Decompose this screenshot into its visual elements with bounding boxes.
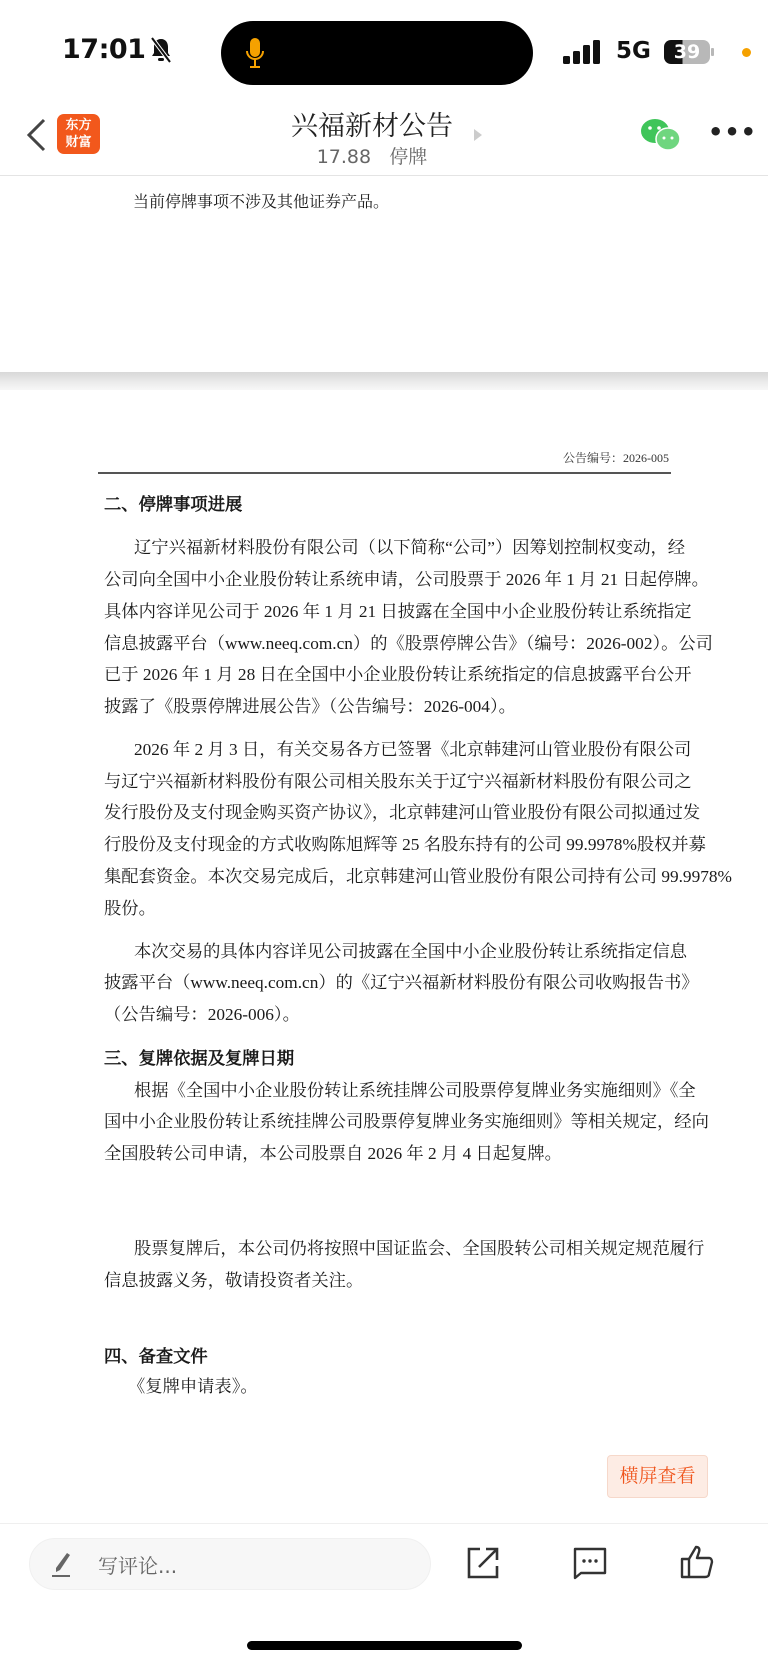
header-rule bbox=[98, 472, 671, 474]
privacy-dot bbox=[742, 48, 751, 57]
section-heading: 二、停牌事项进展 bbox=[104, 495, 243, 514]
doc-line: 2026 年 2 月 3 日，有关交易各方已签署《北京韩建河山管业股份有限公司 bbox=[134, 740, 692, 759]
doc-line: 根据《全国中小企业股份转让系统挂牌公司股票停复牌业务实施细则》《全 bbox=[134, 1081, 696, 1100]
microphone-icon bbox=[244, 36, 266, 70]
more-icon[interactable]: ••• bbox=[708, 118, 758, 146]
nav-divider bbox=[0, 175, 768, 176]
doc-line: 发行股份及支付现金购买资产协议》，北京韩建河山管业股份有限公司拟通过发 bbox=[104, 803, 701, 822]
page-separator bbox=[0, 372, 768, 390]
home-indicator[interactable] bbox=[247, 1641, 522, 1650]
logo-line: 财富 bbox=[65, 135, 92, 150]
section-heading: 四、备查文件 bbox=[104, 1347, 208, 1366]
signal-icon bbox=[563, 40, 603, 64]
doc-line: 股票复牌后，本公司仍将按照中国证监会、全国股转公司相关规定规范履行 bbox=[134, 1239, 705, 1258]
doc-line: 集配套资金。本次交易完成后，北京韩建河山管业股份有限公司持有公司 99.9978% bbox=[104, 867, 732, 886]
expand-triangle-icon[interactable] bbox=[473, 128, 483, 142]
network-type: 5G bbox=[616, 38, 651, 64]
bottom-divider bbox=[0, 1523, 768, 1524]
stock-quote[interactable] bbox=[0, 142, 744, 169]
status-time: 17:01 bbox=[62, 34, 146, 65]
page-title: 兴福新材公告 bbox=[291, 111, 453, 142]
doc-line: 信息披露义务，敬请投资者关注。 bbox=[104, 1271, 364, 1290]
pencil-icon bbox=[50, 1551, 74, 1579]
doc-line: 与辽宁兴福新材料股份有限公司相关股东关于辽宁兴福新材料股份有限公司之 bbox=[104, 772, 692, 791]
doc-line: 《复牌申请表》。 bbox=[128, 1377, 258, 1396]
announcement-number: 公告编号：2026-005 bbox=[563, 451, 669, 465]
landscape-view-button[interactable]: 横屏查看 bbox=[607, 1455, 708, 1498]
doc-line: 全国股转公司申请，本公司股票自 2026 年 2 月 4 日起复牌。 bbox=[104, 1144, 562, 1163]
doc-line: 股份。 bbox=[104, 899, 156, 918]
doc-line: 公司向全国中小企业股份转让系统申请，公司股票于 2026 年 1 月 21 日起停牌。 bbox=[104, 570, 709, 589]
like-icon[interactable] bbox=[679, 1544, 715, 1580]
dynamic-island bbox=[221, 21, 533, 85]
stock-price: 17.88 bbox=[316, 146, 372, 168]
stock-status: 停牌 bbox=[389, 146, 428, 168]
doc-line: 披露了《股票停牌进展公告》（公告编号：2026-004）。 bbox=[104, 697, 516, 716]
doc-line: 披露平台（www.neeq.com.cn）的《辽宁兴福新材料股份有限公司收购报告书》 bbox=[104, 973, 699, 992]
battery-icon: 39 bbox=[664, 40, 710, 64]
wechat-share-icon[interactable] bbox=[640, 118, 682, 152]
page1-text: 当前停牌事项不涉及其他证券产品。 bbox=[133, 194, 390, 211]
doc-line: （公告编号：2026-006）。 bbox=[104, 1005, 300, 1024]
doc-line: 具体内容详见公司于 2026 年 1 月 21 日披露在全国中小企业股份转让系统指定 bbox=[104, 602, 692, 621]
battery-tip bbox=[711, 48, 714, 56]
doc-line: 国中小企业股份转让系统挂牌公司股票停复牌业务实施细则》等相关规定，经向 bbox=[104, 1112, 709, 1131]
comment-placeholder[interactable]: 写评论... bbox=[98, 1554, 178, 1578]
bell-muted-icon bbox=[149, 36, 173, 64]
section-heading: 三、复牌依据及复牌日期 bbox=[104, 1049, 295, 1068]
doc-line: 本次交易的具体内容详见公司披露在全国中小企业股份转让系统指定信息 bbox=[134, 942, 688, 961]
doc-line: 已于 2026 年 1 月 28 日在全国中小企业股份转让系统指定的信息披露平台公开 bbox=[104, 665, 692, 684]
doc-line: 行股份及支付现金的方式收购陈旭辉等 25 名股东持有的公司 99.9978%股权并募 bbox=[104, 835, 706, 854]
comment-icon[interactable] bbox=[573, 1546, 607, 1580]
doc-line: 信息披露平台（www.neeq.com.cn）的《股票停牌公告》（编号：2026-002）。公司 bbox=[104, 634, 713, 653]
comment-input[interactable] bbox=[29, 1538, 431, 1590]
share-icon[interactable] bbox=[466, 1546, 500, 1580]
doc-line: 辽宁兴福新材料股份有限公司（以下简称“公司”）因筹划控制权变动，经 bbox=[134, 538, 686, 557]
logo-line: 东方 bbox=[65, 118, 92, 133]
